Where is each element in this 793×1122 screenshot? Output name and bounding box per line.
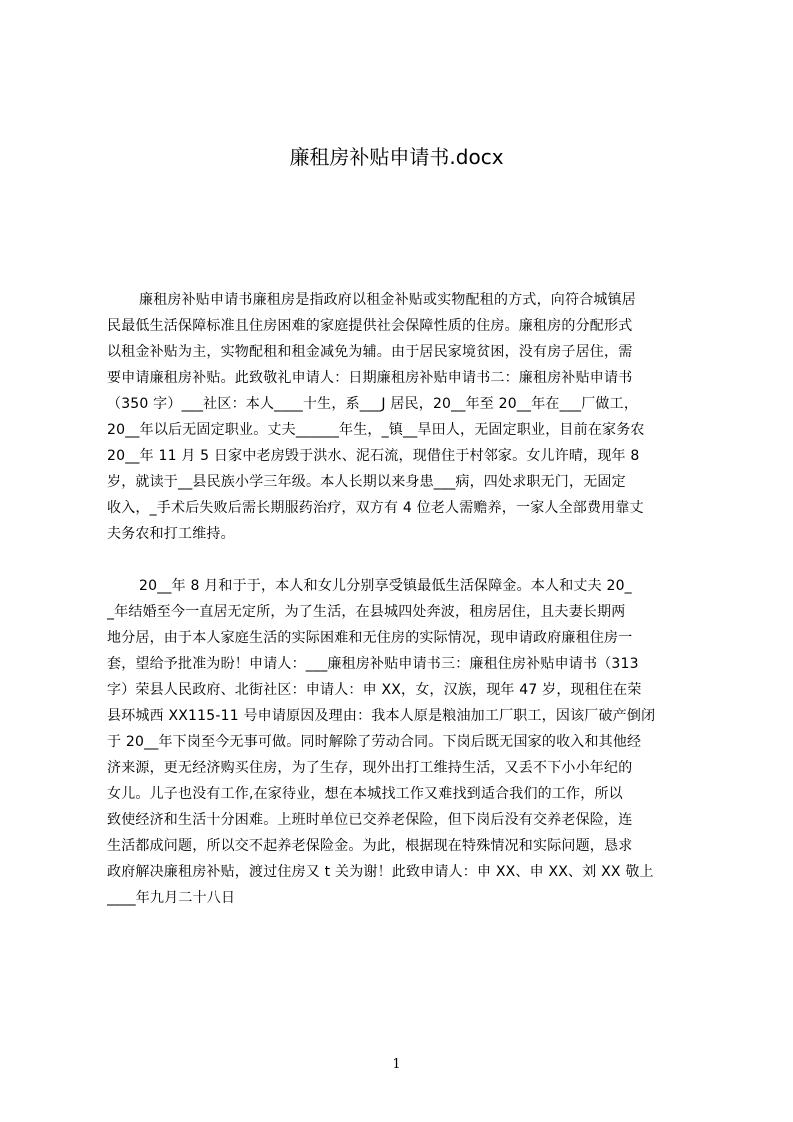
paragraph-2 (107, 573, 697, 911)
paragraph-line: 地分居，由于本人家庭生活的实际困难和无住房的实际情况，现申请政府廉租住房一 (107, 630, 633, 646)
paragraph-line: 生活都成问题，所以交不起养老保险金。为此，根据现在特殊情况和实际问题，恳求 (107, 838, 633, 854)
paragraph-line: ____年九月二十八日 (107, 890, 236, 906)
paragraph-line: 收入，_手术后失败后需长期服药治疗，双方有 4 位老人需赡养，一家人全部费用靠丈 (107, 500, 644, 516)
paragraph-line: 县环城西 XX115-11 号申请原因及理由：我本人原是粮油加工厂职工，因该厂破产倒闭 (107, 708, 656, 724)
paragraph-line: 政府解决廉租房补贴，渡过住房又 t 关为谢！此致申请人：申 XX、申 XX、刘 XX 敬上 (107, 864, 654, 880)
paragraph-line: 要申请廉租房补贴。此致敬礼申请人：日期廉租房补贴申请书二：廉租房补贴申请书 (107, 370, 633, 386)
paragraph-spacer (107, 547, 697, 573)
paragraph-line: （350 字）___社区：本人____十生，系___J 居民，20__年至 20__年在___厂做工， (107, 396, 639, 412)
paragraph-line: 套，望给予批准为盼！申请人：___廉租房补贴申请书三：廉租住房补贴申请书（313 (107, 656, 639, 672)
paragraph-line: 于 20__年下岗至今无事可做。同时解除了劳动合同。下岗后既无国家的收入和其他经 (107, 734, 642, 750)
paragraph-line: 以租金补贴为主，实物配租和租金减免为辅。由于居民家境贫困，没有房子居住，需 (107, 344, 633, 360)
paragraph-line: 夫务农和打工维持。 (107, 526, 235, 542)
paragraph-line: 20__年 11 月 5 日家中老房毁于洪水、泥石流，现借住于村邻家。女儿许晴，现年 8 (107, 448, 640, 464)
paragraph-line: 致使经济和生活十分困难。上班时单位已交养老保险，但下岗后没有交养老保险，连 (107, 812, 633, 828)
page-number: 1 (392, 1057, 401, 1072)
paragraph-line: 岁，就读于__县民族小学三年级。本人长期以来身患___病，四处求职无门，无固定 (107, 474, 626, 490)
paragraph-line: 民最低生活保障标准且住房困难的家庭提供社会保障性质的住房。廉租房的分配形式 (107, 318, 633, 334)
paragraph-line: 20__年以后无固定职业。丈夫______年生，_镇__旱田人，无固定职业，目前在家务农 (107, 422, 645, 438)
paragraph-1 (107, 287, 697, 547)
paragraph-line: 女儿。儿子也没有工作,在家待业，想在本城找工作又难找到适合我们的工作，所以 (107, 786, 623, 802)
paragraph-line: 廉租房补贴申请书廉租房是指政府以租金补贴或实物配租的方式，向符合城镇居 (139, 292, 636, 308)
document-body (107, 287, 697, 911)
paragraph-line: 字）荣县人民政府、北街社区：申请人：申 XX，女，汉族，现年 47 岁，现租住在荣 (107, 682, 642, 698)
paragraph-line: 20__年 8 月和于于，本人和女儿分别享受镇最低生活保障金。本人和丈夫 20_ (139, 578, 632, 594)
paragraph-line: 济来源，更无经济购买住房，为了生存，现外出打工维持生活，又丢不下小小年纪的 (107, 760, 633, 776)
paragraph-line: _年结婚至今一直居无定所，为了生活，在县城四处奔波，租房居住，且夫妻长期两 (107, 604, 626, 620)
document-title: 廉租房补贴申请书.docx (289, 145, 504, 169)
